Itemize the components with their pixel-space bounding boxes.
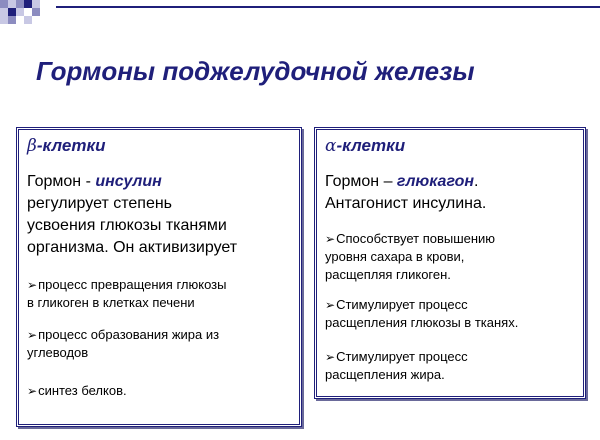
alpha-bullet-3	[325, 348, 468, 384]
arrow-head-icon: ➢	[325, 298, 336, 312]
decorative-header	[0, 0, 600, 40]
beta-bullet-1-line-1: процесс превращения глюкозы	[38, 277, 227, 292]
deco-square	[16, 8, 24, 16]
alpha-bullet-2	[325, 296, 518, 332]
alpha-bullet-1-line-2: уровня сахара в крови,	[325, 249, 465, 264]
alpha-lead-line-1	[325, 172, 478, 192]
beta-bullet-1-line-2: в гликоген в клетках печени	[27, 295, 195, 310]
alpha-bullet-3-line-1: Стимулирует процесс	[336, 349, 468, 364]
alpha-symbol: α	[325, 136, 337, 156]
alpha-lead-line-2: Антагонист инсулина.	[325, 195, 487, 212]
header-rule	[56, 6, 600, 8]
deco-square	[24, 0, 32, 8]
deco-square	[0, 16, 8, 24]
beta-bullet-1	[27, 276, 226, 312]
alpha-bullet-3-line-2: расщепления жира.	[325, 367, 445, 382]
alpha-bullet-1	[325, 230, 495, 284]
beta-lead-prefix: Гормон -	[27, 173, 96, 190]
arrow-head-icon: ➢	[27, 328, 38, 342]
beta-cells-heading	[27, 136, 105, 156]
arrow-head-icon: ➢	[325, 232, 336, 246]
deco-square	[8, 8, 16, 16]
beta-lead-line-2: регулирует степень	[27, 195, 173, 212]
beta-lead-line-1	[27, 172, 162, 192]
page-title: Гормоны поджелудочной железы	[36, 56, 475, 86]
deco-square	[24, 16, 32, 24]
alpha-bullet-1-line-3: расщепляя гликоген.	[325, 267, 451, 282]
alpha-bullet-1-line-1: Способствует повышению	[336, 231, 496, 246]
hormone-glucagon: глюкагон	[396, 173, 475, 190]
deco-square	[8, 16, 16, 24]
beta-heading-text: -клетки	[36, 136, 106, 155]
alpha-cells-panel	[314, 127, 586, 399]
arrow-head-icon: ➢	[27, 384, 38, 398]
beta-symbol: β	[27, 136, 37, 156]
beta-bullet-2-line-2: углеводов	[27, 345, 89, 360]
beta-lead-line-4: организма. Он активизирует	[27, 239, 238, 256]
alpha-cells-heading	[325, 136, 405, 156]
alpha-lead-suffix: .	[474, 173, 479, 190]
deco-square	[0, 0, 8, 8]
alpha-bullet-2-line-2: расщепления глюкозы в тканях.	[325, 315, 519, 330]
beta-cells-panel	[16, 127, 302, 427]
alpha-lead-prefix: Гормон –	[325, 173, 397, 190]
beta-bullet-2-line-1: процесс образования жира из	[38, 327, 220, 342]
hormone-insulin: инсулин	[95, 173, 162, 190]
deco-square	[0, 8, 8, 16]
arrow-head-icon: ➢	[325, 350, 336, 364]
arrow-head-icon: ➢	[27, 278, 38, 292]
deco-square	[32, 0, 40, 8]
deco-square	[8, 0, 16, 8]
deco-square	[32, 8, 40, 16]
beta-lead-line-3: усвоения глюкозы тканями	[27, 217, 227, 234]
beta-bullet-3	[27, 382, 127, 400]
deco-square	[16, 0, 24, 8]
beta-bullet-3-line-1: синтез белков.	[38, 383, 127, 398]
alpha-bullet-2-line-1: Стимулирует процесс	[336, 297, 468, 312]
beta-bullet-2	[27, 326, 219, 362]
alpha-heading-text: -клетки	[336, 136, 406, 155]
